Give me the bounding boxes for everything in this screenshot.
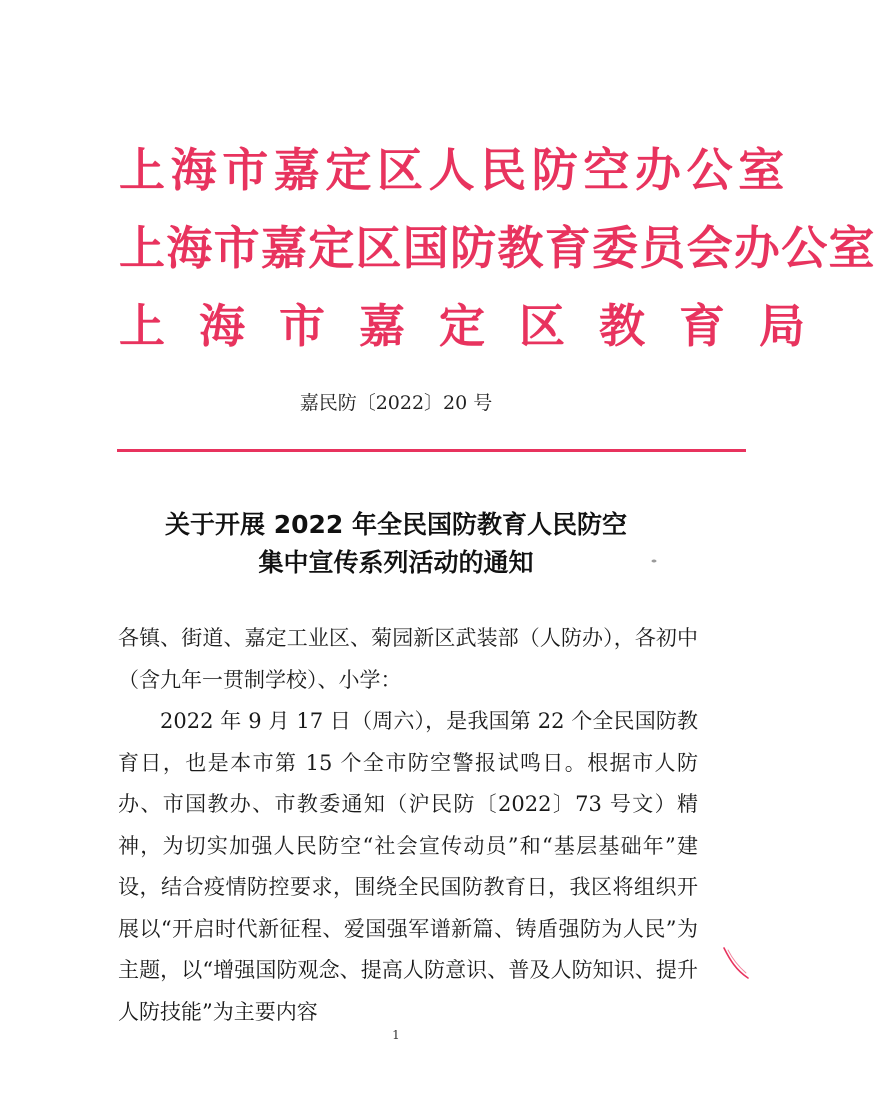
page-number: 1 <box>392 1028 400 1042</box>
document-body <box>118 618 698 1033</box>
red-divider-line <box>117 449 746 452</box>
body-paragraph: 2022 年 9 月 17 日（周六），是我国第 22 个全民国防教育日，也是本市第 15 个全市防空警报试鸣日。根据市人防办、市国教办、市教委通知（沪民防〔2022〕73 号文）精神，为切实加强人民防空“社会宣传动员”和“基层基础年”建设，结合疫情防控要求，围绕全民国防教育日，我区将组织开展以“开启时代新征程、爱国强军谱新篇、铸盾强防为人民”为主题，以“增强国防观念、提高人防意识、普及人防知识、提升人防技能”为主要内容 <box>118 709 698 1024</box>
scan-speck <box>651 559 657 563</box>
document-title-line-2: 集中宣传系列活动的通知 <box>258 548 534 577</box>
addressees: 各镇、街道、嘉定工业区、菊园新区武装部（人防办），各初中（含九年一贯制学校）、小学： <box>118 626 698 692</box>
document-title-line-1: 关于开展 2022 年全民国防教育人民防空 <box>165 510 627 539</box>
issuer-education-bureau: 上海市嘉定区教育局 <box>119 299 839 353</box>
issuer-national-defense-education-office: 上海市嘉定区国防教育委员会办公室 <box>119 221 876 275</box>
issuer-civil-air-defense-office: 上海市嘉定区人民防空办公室 <box>119 143 790 197</box>
red-pen-mark <box>722 946 752 980</box>
document-number: 嘉民防〔2022〕20 号 <box>299 392 493 414</box>
